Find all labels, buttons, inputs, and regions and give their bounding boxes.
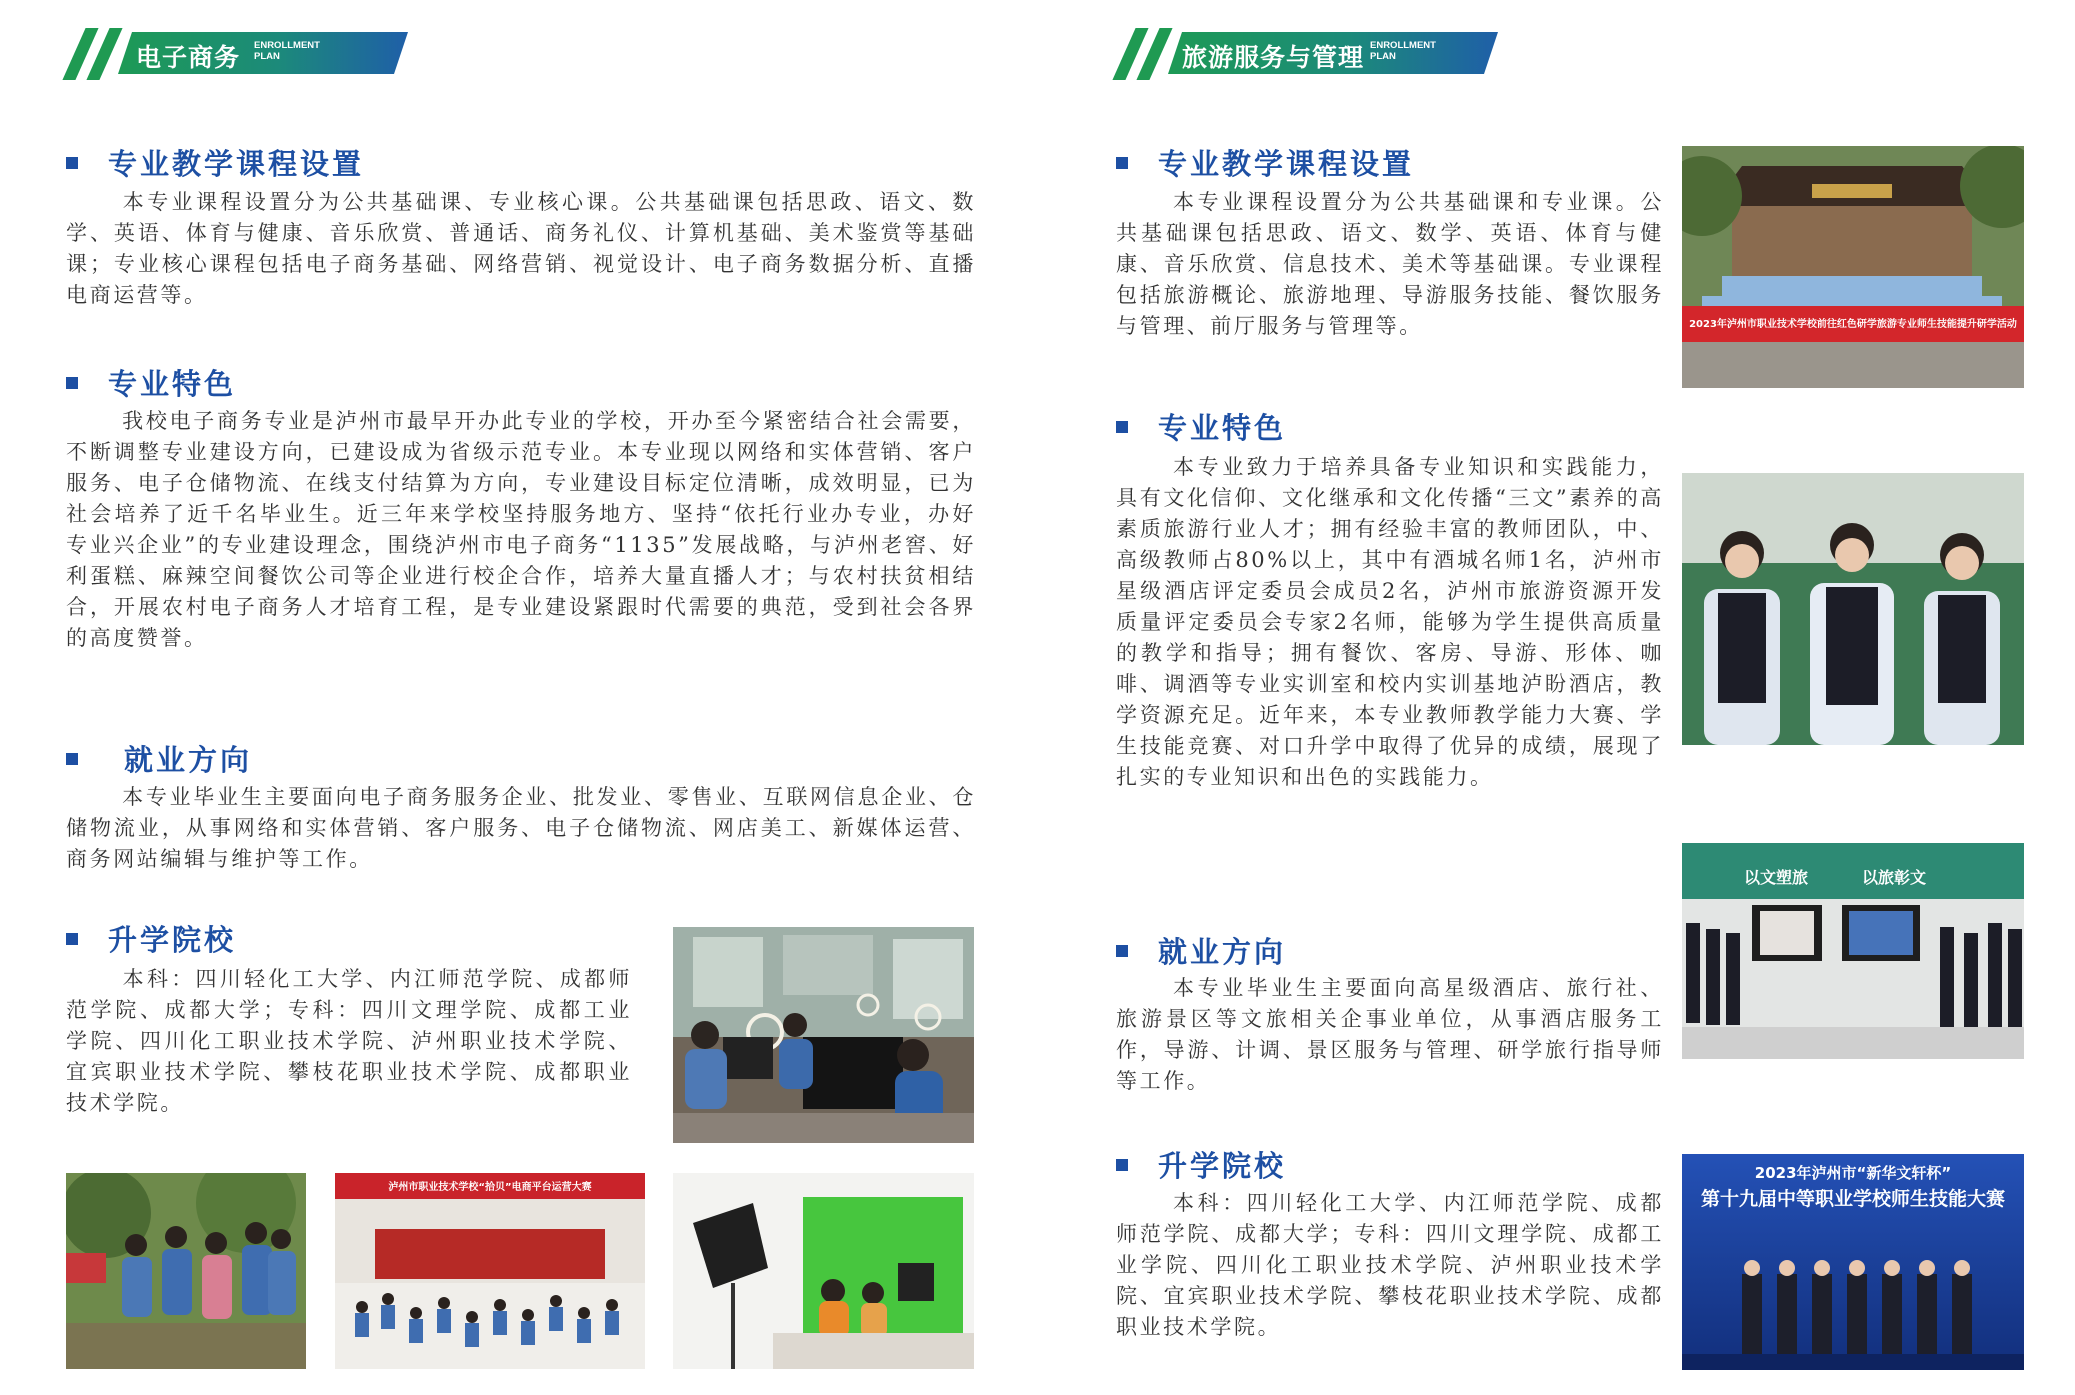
section-title-features: 专业特色 <box>1116 406 1286 447</box>
bullet-square <box>66 157 78 169</box>
contest-banner-caption: 泸州市职业技术学校“拾贝”电商平台运营大赛 <box>388 1182 592 1193</box>
bullet-square <box>1116 945 1128 957</box>
three-students-illustration <box>1682 473 2024 745</box>
bullet-square <box>66 933 78 945</box>
left-page <box>0 0 1037 1395</box>
schools-text: 本科：四川轻化工大学、内江师范学院、成都师范学院、成都大学；专科：四川文理学院、成都工业学院、四川化工职业技术学院、泸州职业技术学院、宜宾职业技术学院、攀枝花职业技术学院、成都职业技术学院。 <box>1116 1191 1664 1339</box>
photo-contest-hall <box>335 1173 645 1369</box>
photo-training-room <box>1682 843 2024 1059</box>
banner-tag: ENROLLMENT PLAN <box>254 40 320 62</box>
wall-slogan-left: 以文塑旅 <box>1744 868 1809 887</box>
livestream-lab-illustration <box>673 927 974 1143</box>
section-title-courses: 专业教学课程设置 <box>1116 142 1414 183</box>
green-screen-illustration <box>673 1173 974 1369</box>
bullet-square <box>1116 157 1128 169</box>
banner-title: 电子商务 <box>136 43 241 72</box>
photo-three-students <box>1682 473 2024 745</box>
section-title-schools: 升学院校 <box>1116 1144 1286 1185</box>
employment-text: 本专业毕业生主要面向电子商务服务企业、批发业、零售业、互联网信息企业、仓储物流业，从事网络和实体营销、客户服务、电子仓储物流、网店美工、新媒体运营、商务网站编辑与维护等工作。 <box>66 785 976 871</box>
bullet-square <box>1116 421 1128 433</box>
section-title-employment: 就业方向 <box>66 738 252 779</box>
competition-title-line2: 第十九届中等职业学校师生技能大赛 <box>1700 1188 2005 1210</box>
section-banner <box>1112 28 1512 80</box>
photo-group-banner <box>1682 146 2024 388</box>
section-banner <box>62 28 422 80</box>
schools-text: 本科：四川轻化工大学、内江师范学院、成都师范学院、成都大学；专科：四川文理学院、成都工业学院、四川化工职业技术学院、泸州职业技术学院、宜宾职业技术学院、攀枝花职业技术学院、成都职业技术学院。 <box>66 967 632 1115</box>
outdoor-livestream-illustration <box>66 1173 306 1369</box>
banner-title: 旅游服务与管理 <box>1182 43 1365 72</box>
competition-title-line1: 2023年泸州市“新华文轩杯” <box>1754 1164 1952 1182</box>
courses-text: 本专业课程设置分为公共基础课和专业课。公共基础课包括思政、语文、数学、英语、体育与健康、音乐欣赏、信息技术、美术等基础课。专业课程包括旅游概论、旅游地理、导游服务技能、餐饮服务与管理、前厅服务与管理等。 <box>1116 190 1664 338</box>
section-title-schools: 升学院校 <box>66 918 236 959</box>
contest-hall-illustration <box>335 1173 645 1369</box>
section-title-courses: 专业教学课程设置 <box>66 142 364 183</box>
bullet-square <box>1116 1159 1128 1171</box>
bullet-square <box>66 377 78 389</box>
features-text: 本专业致力于培养具备专业知识和实践能力，具有文化信仰、文化继承和文化传播“三文”素养的高素质旅游行业人才；拥有经验丰富的教师团队，中、高级教师占80%以上，其中有酒城名师1名，泸州市星级酒店评定委员会成员2名，泸州市旅游资源开发质量评定委员会专家2名师，能够为学生提供高质量的教学和指导；拥有餐饮、客房、导游、形体、咖啡、调酒等专业实训室和校内实训基地泸盼酒店，教学资源充足。近年来，本专业教师教学能力大赛、学生技能竞赛、对口升学中取得了优异的成绩，展现了扎实的专业知识和出色的实践能力。 <box>1116 455 1664 789</box>
photo-outdoor-livestream <box>66 1173 306 1369</box>
photo-livestream-lab <box>673 927 974 1143</box>
group-banner-caption: 2023年泸州市职业技术学校前往红色研学旅游专业师生技能提升研学活动 <box>1689 319 2017 330</box>
section-title-features: 专业特色 <box>66 362 236 403</box>
employment-text: 本专业毕业生主要面向高星级酒店、旅行社、旅游景区等文旅相关企事业单位，从事酒店服务工作，导游、计调、景区服务与管理、研学旅行指导师等工作。 <box>1116 976 1664 1093</box>
group-banner-illustration <box>1682 146 2024 388</box>
photo-green-screen-studio <box>673 1173 974 1369</box>
bullet-square <box>66 753 78 765</box>
right-page <box>1037 0 2075 1395</box>
banner-tag: ENROLLMENT PLAN <box>1370 40 1436 62</box>
wall-slogan-right: 以旅彰文 <box>1862 868 1927 887</box>
section-title-employment: 就业方向 <box>1116 930 1286 971</box>
courses-text: 本专业课程设置分为公共基础课、专业核心课。公共基础课包括思政、语文、数学、英语、体育与健康、音乐欣赏、普通话、商务礼仪、计算机基础、美术鉴赏等基础课；专业核心课程包括电子商务基础、网络营销、视觉设计、电子商务数据分析、直播电商运营等。 <box>66 190 976 307</box>
features-text: 我校电子商务专业是泸州市最早开办此专业的学校，开办至今紧密结合社会需要，不断调整专业建设方向，已建设成为省级示范专业。本专业现以网络和实体营销、客户服务、电子仓储物流、在线支付结算为方向，专业建设目标定位清晰，成效明显，已为社会培养了近千名毕业生。近三年来学校坚持服务地方、坚持“依托行业办专业，办好专业兴企业”的专业建设理念，围绕泸州市电子商务“1135”发展战略，与泸州老窖、好利蛋糕、麻辣空间餐饮公司等企业进行校企合作，培养大量直播人才；与农村扶贫相结合，开展农村电子商务人才培育工程，是专业建设紧跟时代需要的典范，受到社会各界的高度赞誉。 <box>66 409 976 650</box>
photo-skills-competition <box>1682 1154 2024 1370</box>
training-room-illustration <box>1682 843 2024 1059</box>
